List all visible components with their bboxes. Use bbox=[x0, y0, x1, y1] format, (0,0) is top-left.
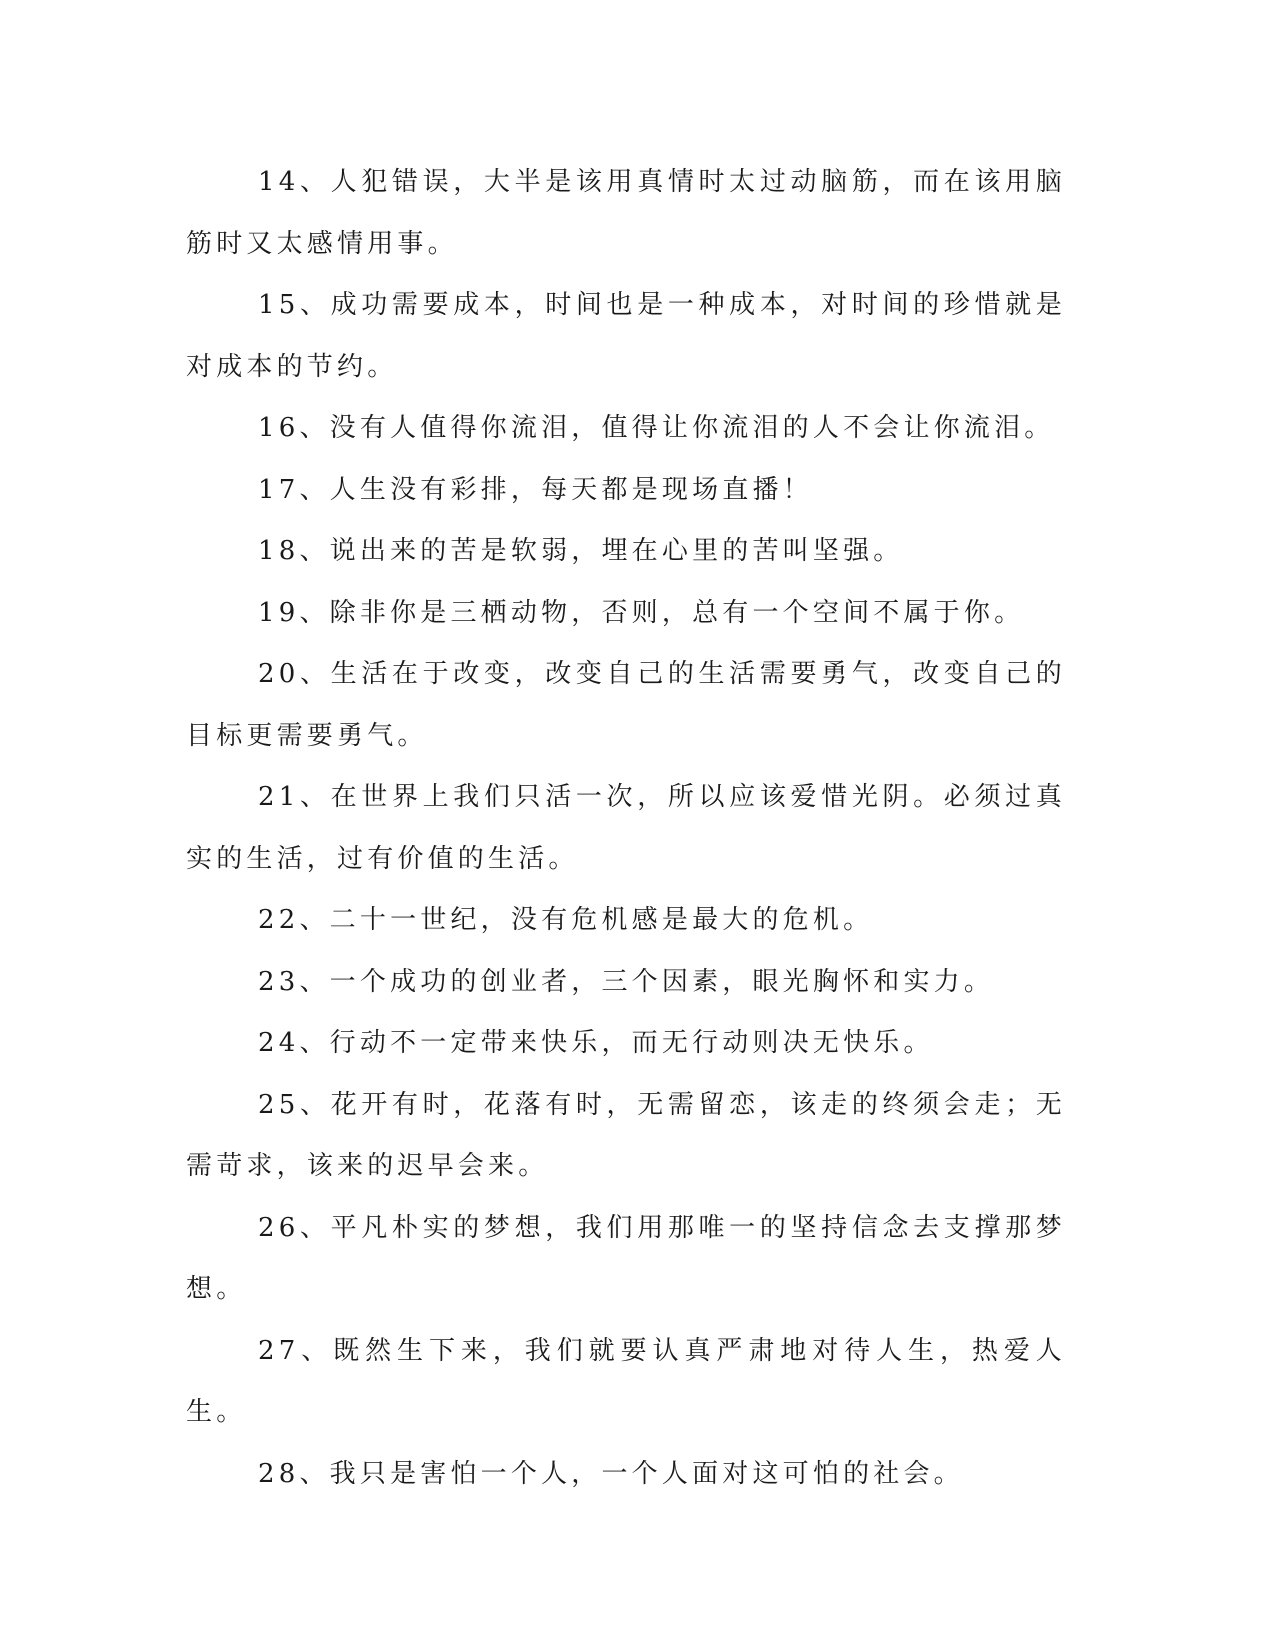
document-body bbox=[186, 152, 1066, 1505]
paragraph-17: 17、人生没有彩排，每天都是现场直播！ bbox=[258, 474, 813, 505]
paragraph-25: 25、花开有时，花落有时，无需留恋，该走的终须会走；无需苛求，该来的迟早会来。 bbox=[186, 1089, 1066, 1181]
paragraph-23: 23、一个成功的创业者，三个因素，眼光胸怀和实力。 bbox=[258, 966, 995, 997]
paragraph-14: 14、人犯错误，大半是该用真情时太过动脑筋，而在该用脑筋时又太感情用事。 bbox=[186, 167, 1066, 259]
paragraph-19: 19、除非你是三栖动物，否则，总有一个空间不属于你。 bbox=[258, 597, 1025, 628]
paragraph-24: 24、行动不一定带来快乐，而无行动则决无快乐。 bbox=[258, 1028, 934, 1058]
paragraph-26: 26、平凡朴实的梦想，我们用那唯一的坚持信念去支撑那梦想。 bbox=[186, 1212, 1066, 1304]
paragraph-28: 28、我只是害怕一个人，一个人面对这可怕的社会。 bbox=[258, 1458, 964, 1489]
paragraph-21: 21、在世界上我们只活一次，所以应该爱惜光阴。必须过真实的生活，过有价值的生活。 bbox=[186, 782, 1066, 874]
paragraph-27: 27、既然生下来，我们就要认真严肃地对待人生，热爱人生。 bbox=[186, 1335, 1066, 1427]
paragraph-15: 15、成功需要成本，时间也是一种成本，对时间的珍惜就是对成本的节约。 bbox=[186, 290, 1066, 382]
paragraph-20: 20、生活在于改变，改变自己的生活需要勇气，改变自己的目标更需要勇气。 bbox=[186, 659, 1066, 751]
paragraph-22: 22、二十一世纪，没有危机感是最大的危机。 bbox=[258, 905, 874, 935]
paragraph-18: 18、说出来的苦是软弱，埋在心里的苦叫坚强。 bbox=[258, 536, 904, 566]
paragraph-16: 16、没有人值得你流泪，值得让你流泪的人不会让你流泪。 bbox=[258, 413, 1055, 443]
